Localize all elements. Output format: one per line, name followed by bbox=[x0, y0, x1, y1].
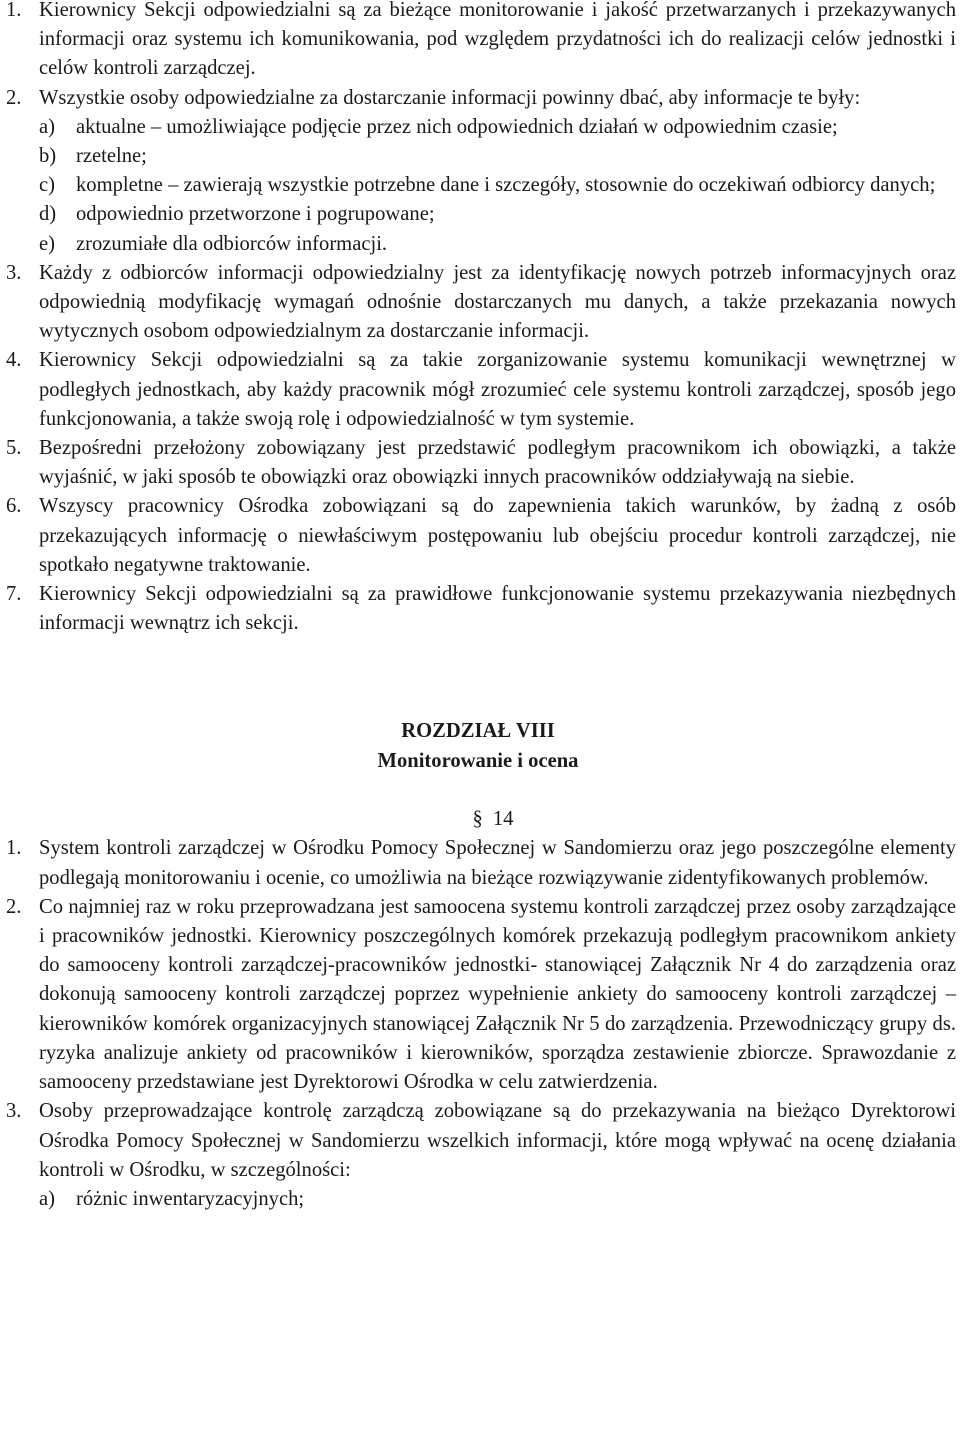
sub-item-letter: a) bbox=[39, 1187, 55, 1210]
paragraph-marker bbox=[0, 804, 956, 834]
list-item bbox=[0, 346, 956, 434]
item-text: Każdy z odbiorców informacji odpowiedzialny jest za identyfikację nowych potrzeb informacyjnych oraz odpowiednią modyfikację wymagań odnośnie dostarczanych mu danych, a także przekazania nowych wytycznych osobom odpowiedzialnym za dostarczanie informacji. bbox=[39, 261, 956, 343]
item-number: 1. bbox=[6, 837, 22, 860]
information-list bbox=[0, 0, 956, 638]
sub-item-text: aktualne – umożliwiające podjęcie przez nich odpowiednich działań w odpowiednim czasie; bbox=[76, 115, 838, 138]
item-text: Wszyscy pracownicy Ośrodka zobowiązani są do zapewnienia takich warunków, by żadną z osób przekazujących informację o niewłaściwym postępowaniu lub obejściu procedur kontroli zarządczej, nie spotkało negatywne traktowanie. bbox=[39, 495, 956, 576]
chapter-title-block bbox=[0, 716, 956, 776]
list-item bbox=[0, 834, 956, 892]
item-text: Kierownicy Sekcji odpowiedzialni są za prawidłowe funkcjonowanie systemu przekazywania niezbędnych informacji wewnątrz ich sekcji. bbox=[39, 583, 956, 635]
list-item bbox=[0, 0, 956, 84]
list-item bbox=[0, 1097, 956, 1214]
list-item bbox=[0, 893, 956, 1097]
sub-item-letter: d) bbox=[39, 203, 57, 226]
sub-item-letter: b) bbox=[39, 145, 57, 168]
item-text: Co najmniej raz w roku przeprowadzana jest samoocena systemu kontroli zarządczej przez osoby zarządzające i pracowników jednostki. Kierownicy poszczególnych komórek przekazują podległym pracownikom ankiety do samooceny kontroli zarządczej-pracowników jednostki- stanowiącej Załącznik Nr 4 do zarządzenia oraz dokonują samooceny kontroli zarządczej poprzez wypełnienie ankiety do samooceny kontroli zarządczej – kierowników komórek organizacyjnych stanowiącej Załącznik Nr 5 do zarządzenia. Przewodniczący grupy ds. ryzyka analizuje ankiety od pracowników i kierowników, sporządza zestawienie zbiorcze. Sprawozdanie z samooceny przedstawiane jest Dyrektorowi Ośrodka w celu zatwierdzenia. bbox=[39, 895, 956, 1094]
sub-list bbox=[39, 113, 956, 259]
item-text: System kontroli zarządczej w Ośrodku Pomocy Społecznej w Sandomierzu oraz jego poszczególne elementy podlegają monitorowaniu i ocenie, co umożliwia na bieżące rozwiązywanie zidentyfikowanych problemów. bbox=[39, 837, 956, 889]
item-number: 6. bbox=[6, 495, 22, 518]
sub-item-letter: c) bbox=[39, 174, 55, 197]
chapter-title: Monitorowanie i ocena bbox=[377, 750, 579, 773]
item-number: 2. bbox=[6, 895, 22, 918]
sub-item-text: kompletne – zawierają wszystkie potrzebne dane i szczegóły, stosownie do oczekiwań odbiorcy danych; bbox=[76, 174, 936, 197]
chapter-heading bbox=[0, 716, 956, 834]
item-number: 3. bbox=[6, 1100, 22, 1123]
sub-item-text: rzetelne; bbox=[76, 145, 147, 168]
sub-item-letter: a) bbox=[39, 115, 55, 138]
chapter-number: ROZDZIAŁ VIII bbox=[401, 720, 555, 743]
list-item bbox=[0, 492, 956, 580]
list-item bbox=[0, 84, 956, 259]
item-number: 2. bbox=[6, 86, 22, 109]
sub-item-letter: e) bbox=[39, 232, 55, 255]
item-number: 1. bbox=[6, 0, 22, 21]
sub-item-text: zrozumiałe dla odbiorców informacji. bbox=[76, 232, 388, 255]
paragraph-number: 14 bbox=[492, 808, 514, 831]
sub-item bbox=[39, 200, 956, 229]
list-item bbox=[0, 259, 956, 347]
item-text: Bezpośredni przełożony zobowiązany jest przedstawić podległym pracownikom ich obowiązki, a także wyjaśnić, w jaki sposób te obowiązki oraz obowiązki innych pracowników oddziaływają na siebie. bbox=[39, 437, 956, 489]
sub-item-text: różnic inwentaryzacyjnych; bbox=[76, 1187, 305, 1210]
section-sign-icon: § bbox=[472, 808, 483, 831]
item-text: Wszystkie osoby odpowiedzialne za dostarczanie informacji powinny dbać, aby informacje te były: bbox=[39, 86, 861, 109]
sub-item bbox=[39, 171, 956, 200]
item-number: 7. bbox=[6, 583, 22, 606]
item-text: Kierownicy Sekcji odpowiedzialni są za takie zorganizowanie systemu komunikacji wewnętrznej w podległych jednostkach, aby każdy pracownik mógł zrozumieć cele systemu kontroli zarządczej, sposób jego funkcjonowania, a także swoją rolę i odpowiedzialność w tym systemie. bbox=[39, 349, 956, 430]
sub-list bbox=[39, 1185, 956, 1214]
item-number: 4. bbox=[6, 349, 22, 372]
sub-item bbox=[39, 1185, 956, 1214]
sub-item-text: odpowiednio przetworzone i pogrupowane; bbox=[76, 203, 435, 226]
sub-item bbox=[39, 113, 956, 142]
list-item bbox=[0, 580, 956, 638]
item-number: 5. bbox=[6, 437, 22, 460]
item-text: Kierownicy Sekcji odpowiedzialni są za bieżące monitorowanie i jakość przetwarzanych i przekazywanych informacji oraz systemu ich komunikowania, pod względem przydatności ich do realizacji celów jednostki i celów kontroli zarządczej. bbox=[39, 0, 956, 80]
list-item bbox=[0, 434, 956, 492]
item-number: 3. bbox=[6, 261, 22, 284]
item-text: Osoby przeprowadzające kontrolę zarządczą zobowiązane są do przekazywania na bieżąco Dyrektorowi Ośrodka Pomocy Społecznej w Sandomierzu wszelkich informacji, które mogą wpływać na ocenę działania kontroli w Ośrodku, w szczególności: bbox=[39, 1100, 956, 1181]
sub-item bbox=[39, 230, 956, 259]
sub-item bbox=[39, 142, 956, 171]
monitoring-list bbox=[0, 834, 956, 1214]
